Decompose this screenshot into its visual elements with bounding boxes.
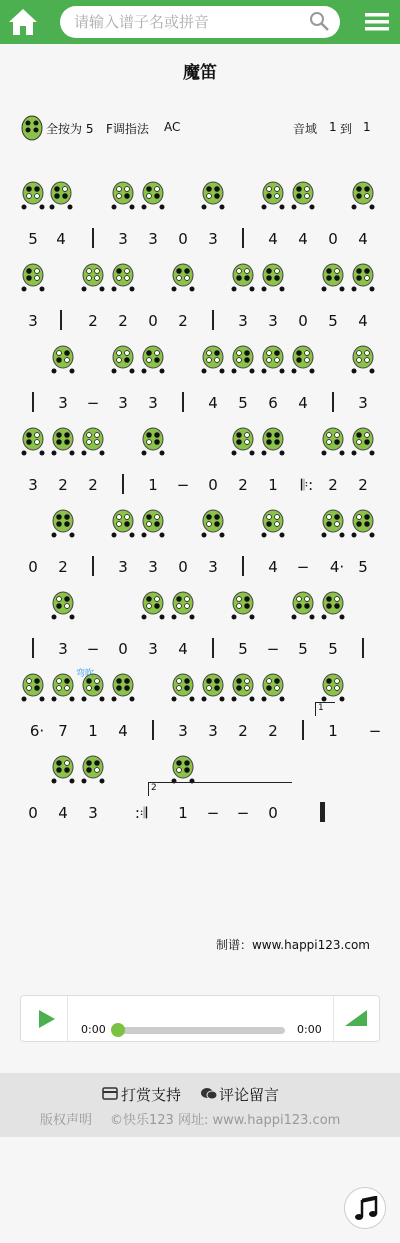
ocarina-fingering-icon	[261, 672, 285, 702]
ocarina-fingering-icon	[351, 262, 375, 292]
note: 3	[148, 640, 158, 658]
note: 0	[148, 312, 158, 330]
note: 3	[208, 558, 218, 576]
note: 0	[28, 804, 38, 822]
note: 2	[58, 476, 68, 494]
ocarina-fingering-icon	[21, 180, 45, 210]
note: 4	[268, 558, 278, 576]
note: :𝄇	[134, 804, 148, 822]
bar-line	[32, 392, 34, 412]
technique-annotation: 弯吹	[76, 669, 95, 679]
menu-icon[interactable]	[362, 11, 392, 33]
note: 3	[208, 722, 218, 740]
note: 3	[118, 558, 128, 576]
ocarina-fingering-icon	[321, 508, 345, 538]
ocarina-fingering-icon	[81, 426, 105, 456]
note: 1	[88, 722, 98, 740]
ocarina-fingering-icon	[261, 344, 285, 374]
note: 2	[118, 312, 128, 330]
music-note-icon	[354, 1196, 378, 1222]
note: 2	[268, 722, 278, 740]
bar-line	[332, 392, 334, 412]
note: 5	[328, 640, 338, 658]
note: 3	[148, 230, 158, 248]
ocarina-fingering-icon	[51, 344, 75, 374]
mode-info: AC	[164, 120, 181, 134]
ocarina-fingering-icon	[261, 508, 285, 538]
bar-line	[242, 556, 244, 576]
play-icon[interactable]	[35, 1008, 57, 1030]
note: 3	[268, 312, 278, 330]
note: 1	[328, 722, 338, 740]
song-title: 魔笛	[183, 63, 217, 83]
ocarina-fingering-icon	[141, 508, 165, 538]
ocarina-fingering-icon	[51, 508, 75, 538]
ocarina-fingering-icon	[321, 426, 345, 456]
ocarina-fingering-icon	[231, 672, 255, 702]
progress-track[interactable]	[117, 1027, 285, 1034]
bar-line	[60, 310, 62, 330]
note: 2	[88, 312, 98, 330]
ocarina-fingering-icon	[231, 262, 255, 292]
bar-line	[302, 720, 304, 740]
audio-player	[20, 995, 380, 1042]
note: 3	[118, 230, 128, 248]
ocarina-fingering-icon	[81, 262, 105, 292]
progress-handle[interactable]	[111, 1023, 125, 1037]
note: 3	[88, 804, 98, 822]
note: 2	[58, 558, 68, 576]
ocarina-fingering-icon	[201, 180, 225, 210]
note: 3	[58, 394, 68, 412]
note: 0	[328, 230, 338, 248]
note: 3	[148, 558, 158, 576]
music-button[interactable]	[344, 1187, 386, 1229]
ocarina-fingering-icon	[171, 262, 195, 292]
note: 5	[328, 312, 338, 330]
note: 4	[358, 312, 368, 330]
footer	[0, 1073, 400, 1137]
range-label: 音域	[293, 122, 318, 136]
ocarina-fingering-icon	[231, 344, 255, 374]
ocarina-fingering-icon	[351, 426, 375, 456]
ocarina-fingering-icon	[51, 754, 75, 784]
ocarina-fingering-icon	[111, 508, 135, 538]
ocarina-fingering-icon	[231, 590, 255, 620]
search-input[interactable]: 请输入谱子名或拼音	[60, 6, 340, 38]
bar-line	[212, 638, 214, 658]
range-low: 1	[329, 120, 337, 134]
note: 1	[148, 476, 158, 494]
note: 1	[268, 476, 278, 494]
note: 4	[298, 230, 308, 248]
ocarina-fingering-icon	[171, 672, 195, 702]
bar-line	[182, 392, 184, 412]
ocarina-fingering-icon	[201, 344, 225, 374]
search-icon[interactable]	[308, 10, 330, 32]
note: 3	[28, 476, 38, 494]
volta-second-label: 2	[148, 782, 292, 796]
ocarina-fingering-icon	[21, 262, 45, 292]
ocarina-fingering-icon	[141, 426, 165, 456]
note: −	[266, 640, 280, 658]
range-high: 1	[363, 120, 371, 134]
bar-line	[32, 638, 34, 658]
note: 2	[328, 476, 338, 494]
note: 2	[88, 476, 98, 494]
ocarina-fingering-icon	[111, 344, 135, 374]
note: 0	[118, 640, 128, 658]
card-icon	[102, 1087, 118, 1100]
note: 3	[358, 394, 368, 412]
note: 0	[208, 476, 218, 494]
ocarina-fingering-icon	[141, 590, 165, 620]
note: 4	[58, 804, 68, 822]
note: 5	[298, 640, 308, 658]
support-link[interactable]: 打赏支持	[121, 1086, 182, 1104]
note: 4	[118, 722, 128, 740]
ocarina-fingering-icon	[21, 426, 45, 456]
ocarina-fingering-icon	[351, 344, 375, 374]
comment-link[interactable]: 评论留言	[219, 1086, 280, 1104]
ocarina-fingering-icon	[171, 590, 195, 620]
note: 3	[178, 722, 188, 740]
note: 4	[208, 394, 218, 412]
note: 0	[268, 804, 278, 822]
key-info: 全按为 5	[46, 122, 94, 136]
note: 3	[58, 640, 68, 658]
note: 7	[58, 722, 68, 740]
note: 5	[238, 640, 248, 658]
home-icon[interactable]	[6, 6, 40, 38]
note: 6·	[29, 722, 45, 740]
note: 4·	[329, 558, 345, 576]
divider	[333, 996, 334, 1041]
ocarina-fingering-icon	[321, 262, 345, 292]
note: 5	[28, 230, 38, 248]
bar-line	[362, 638, 364, 658]
range-to: 到	[340, 122, 353, 136]
bar-line	[122, 474, 124, 494]
note: −	[86, 394, 100, 412]
note: 5	[358, 558, 368, 576]
ocarina-fingering-icon	[261, 180, 285, 210]
note: 0	[298, 312, 308, 330]
note: 0	[28, 558, 38, 576]
note: 6	[268, 394, 278, 412]
note: 2	[238, 722, 248, 740]
site-info: ©快乐123 网址: www.happi123.com	[110, 1113, 341, 1128]
bar-line	[152, 720, 154, 740]
ocarina-fingering-icon	[49, 180, 73, 210]
bar-line	[92, 228, 94, 248]
ocarina-fingering-icon	[21, 672, 45, 702]
maker-credit: 制谱：www.happi123.com	[215, 938, 370, 952]
note: 3	[238, 312, 248, 330]
ocarina-fingering-icon	[291, 590, 315, 620]
note: 2	[358, 476, 368, 494]
ocarina-fingering-icon	[51, 426, 75, 456]
note: 3	[28, 312, 38, 330]
note: −	[368, 722, 382, 740]
note: 4	[298, 394, 308, 412]
note: 0	[178, 558, 188, 576]
note: 5	[238, 394, 248, 412]
note: 3	[118, 394, 128, 412]
ocarina-fingering-icon	[291, 344, 315, 374]
note: 4	[268, 230, 278, 248]
ocarina-fingering-icon	[111, 672, 135, 702]
ocarina-fingering-icon	[261, 262, 285, 292]
ocarina-fingering-icon	[141, 344, 165, 374]
note: 3	[148, 394, 158, 412]
ocarina-fingering-icon	[201, 508, 225, 538]
comment-icon	[200, 1086, 218, 1102]
ocarina-fingering-icon	[291, 180, 315, 210]
current-time: 0:00	[81, 1023, 106, 1036]
note: 3	[208, 230, 218, 248]
note: 4	[358, 230, 368, 248]
note: 4	[56, 230, 66, 248]
ocarina-fingering-icon	[81, 754, 105, 784]
volume-icon[interactable]	[343, 1008, 369, 1028]
ocarina-fingering-icon	[231, 426, 255, 456]
ocarina-fingering-icon	[351, 508, 375, 538]
ocarina-fingering-icon	[171, 754, 195, 784]
ocarina-fingering-icon	[201, 672, 225, 702]
ocarina-fingering-icon	[111, 262, 135, 292]
ocarina-fingering-icon	[51, 590, 75, 620]
note: −	[176, 476, 190, 494]
note: −	[206, 804, 220, 822]
ocarina-fingering-icon	[321, 672, 345, 702]
top-bar	[0, 0, 400, 44]
note: 𝄆:	[300, 476, 314, 494]
bar-line	[92, 556, 94, 576]
note: −	[86, 640, 100, 658]
ocarina-fingering-icon	[261, 426, 285, 456]
duration: 0:00	[297, 1023, 322, 1036]
note: −	[236, 804, 250, 822]
note: 4	[178, 640, 188, 658]
ocarina-fingering-icon	[111, 180, 135, 210]
fingering-info: F调指法	[106, 122, 149, 136]
note: −	[296, 558, 310, 576]
divider	[67, 996, 68, 1041]
ocarina-icon	[20, 114, 44, 144]
note: 2	[178, 312, 188, 330]
note: 2	[238, 476, 248, 494]
ocarina-fingering-icon	[51, 672, 75, 702]
ocarina-fingering-icon	[141, 180, 165, 210]
bar-line	[212, 310, 214, 330]
volta-first-label: 1	[315, 702, 335, 716]
note: 1	[178, 804, 188, 822]
ocarina-fingering-icon	[321, 590, 345, 620]
bar-line	[320, 802, 325, 822]
note: 0	[178, 230, 188, 248]
ocarina-fingering-icon	[351, 180, 375, 210]
copyright-link[interactable]: 版权声明	[40, 1113, 93, 1128]
bar-line	[242, 228, 244, 248]
